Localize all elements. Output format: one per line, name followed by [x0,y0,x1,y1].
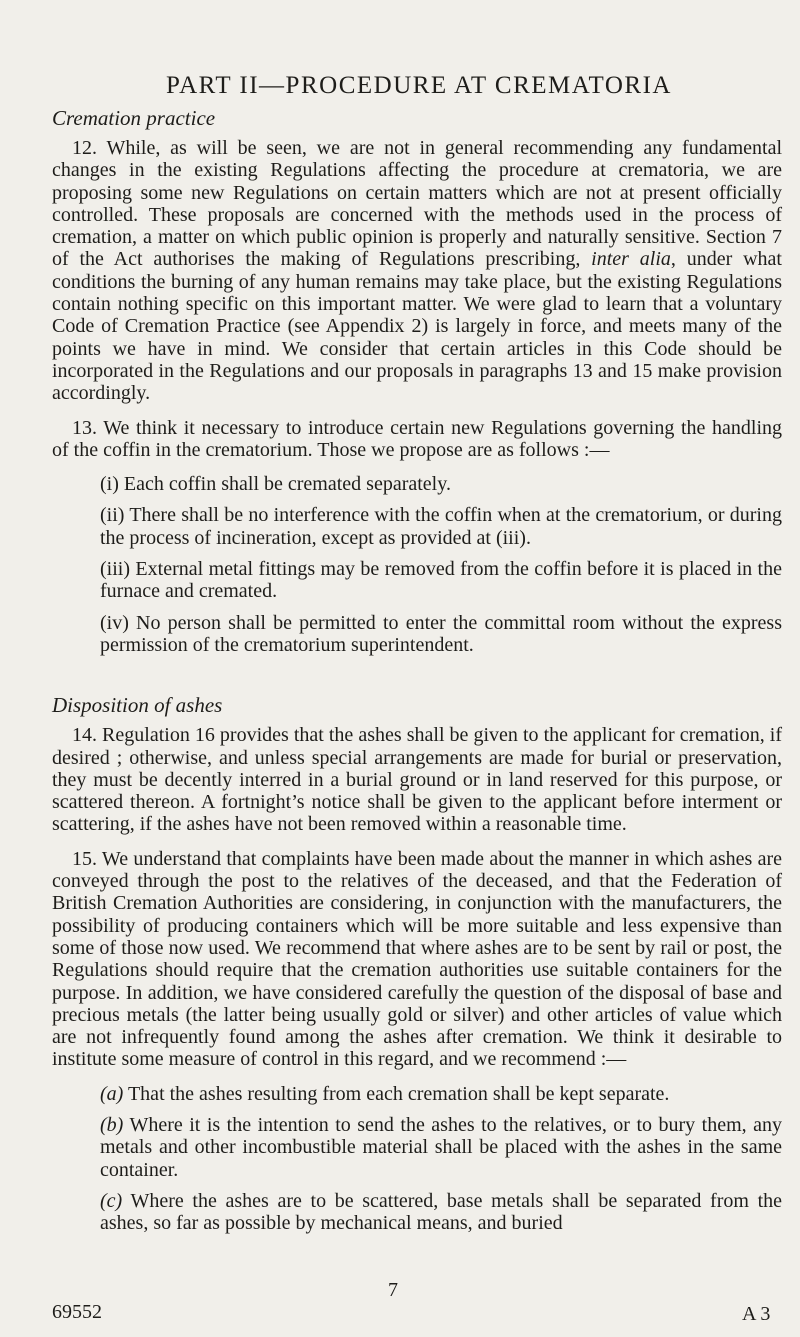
list-item-text: That the ashes resulting from each cremation shall be kept separate. [127,1082,670,1105]
list-item-text: Where it is the intention to send the ashes to the relatives, or to bury them, any metals and other incombustible material shall be placed with the ashes in the same container. [100,1113,783,1181]
section-title-cremation-practice: Cremation practice [52,106,216,130]
section-title-disposition-of-ashes: Disposition of ashes [52,693,223,718]
paragraph-12-text: 12. While, as will be seen, we are not in general recommending any fundamental changes in the existing Regulations affecting the procedure at crematoria, we are proposing some new Regulations on certain matters which are not at present officially controlled. These proposals are concerned with the methods used in the process of cremation, a matter on which public opinion is properly and naturally sensitive. Section 7 of the Act authorises the making of Regulations prescribing, [52,137,782,271]
list-item-label: (c) [100,1189,123,1212]
paragraph-12-emphasis: inter alia [591,248,671,271]
part-heading: PART II—PROCEDURE AT CREMATORIA [166,72,672,99]
paragraph-14: 14. Regulation 16 provides that the ashes shall be given to the applicant for cremation, if desired ; otherwise, and unless special arrangements are made for burial or preservation, they must be decently interred in a burial ground or in land reserved for this purpose, or scattered thereon. A fortnight’s notice shall be given to the applicant before interment or scattering, if the ashes have not been removed within a reasonable time. [52,724,782,836]
document-page [52,72,782,1243]
list-item-label: (a) [100,1082,124,1105]
paragraph-13: 13. We think it necessary to introduce certain new Regulations governing the handling of the coffin in the crematorium. Those we propose are as follows :— [52,416,782,461]
paragraph-15: 15. We understand that complaints have been made about the manner in which ashes are conveyed through the post to the relatives of the deceased, and that the Federation of British Cremation Authorities are considering, in conjunction with the manufacturers, the possibility of producing containers which will be more suitable and less expensive than some of those now used. We recommend that where ashes are to be sent by rail or post, the Regulations should require that the cremation authorities use suitable containers for the purpose. In addition, we have considered carefully the question of the disposal of base and precious metals (the latter being usually gold or silver) and other articles of value which are not infrequently found among the ashes after cremation. We think it desirable to institute some measure of control in this regard, and we recommend :— [52,847,782,1071]
list-item: (i) Each coffin shall be cremated separately. [100,473,451,496]
paragraph-12-text-rest: , under what conditions the burning of any human remains may take place, but the existing Regulations contain nothing specific on this important matter. We were glad to learn that a voluntary Code of Cremation Practice (see Appendix 2) is largely in force, and meets many of the points we have in mind. We consider that certain articles in this Code should be incorporated in the Regulations and our proposals in paragraphs 13 and 15 make provision accordingly. [52,248,782,405]
list-item [52,1190,782,1235]
list-item [52,1114,782,1181]
signature-mark: A 3 [742,1303,771,1325]
list-item: (iii) External metal fittings may be removed from the coffin before it is placed in the furnace and cremated. [100,558,782,603]
page-number: 7 [388,1279,398,1301]
footer-print-number: 69552 [52,1301,102,1323]
list-item: (iv) No person shall be permitted to enter the committal room without the express permission of the crematorium superintendent. [100,611,782,656]
list-item: (ii) There shall be no interference with the coffin when at the crematorium, or during the process of incineration, except as provided at (iii). [100,504,782,549]
list-item-label: (b) [100,1113,124,1136]
page-footer [0,1279,800,1337]
list-item [52,1083,782,1105]
paragraph-12 [52,137,782,405]
list-item-text: Where the ashes are to be scattered, base metals shall be separated from the ashes, so far as possible by mechanical means, and buried [100,1189,782,1235]
